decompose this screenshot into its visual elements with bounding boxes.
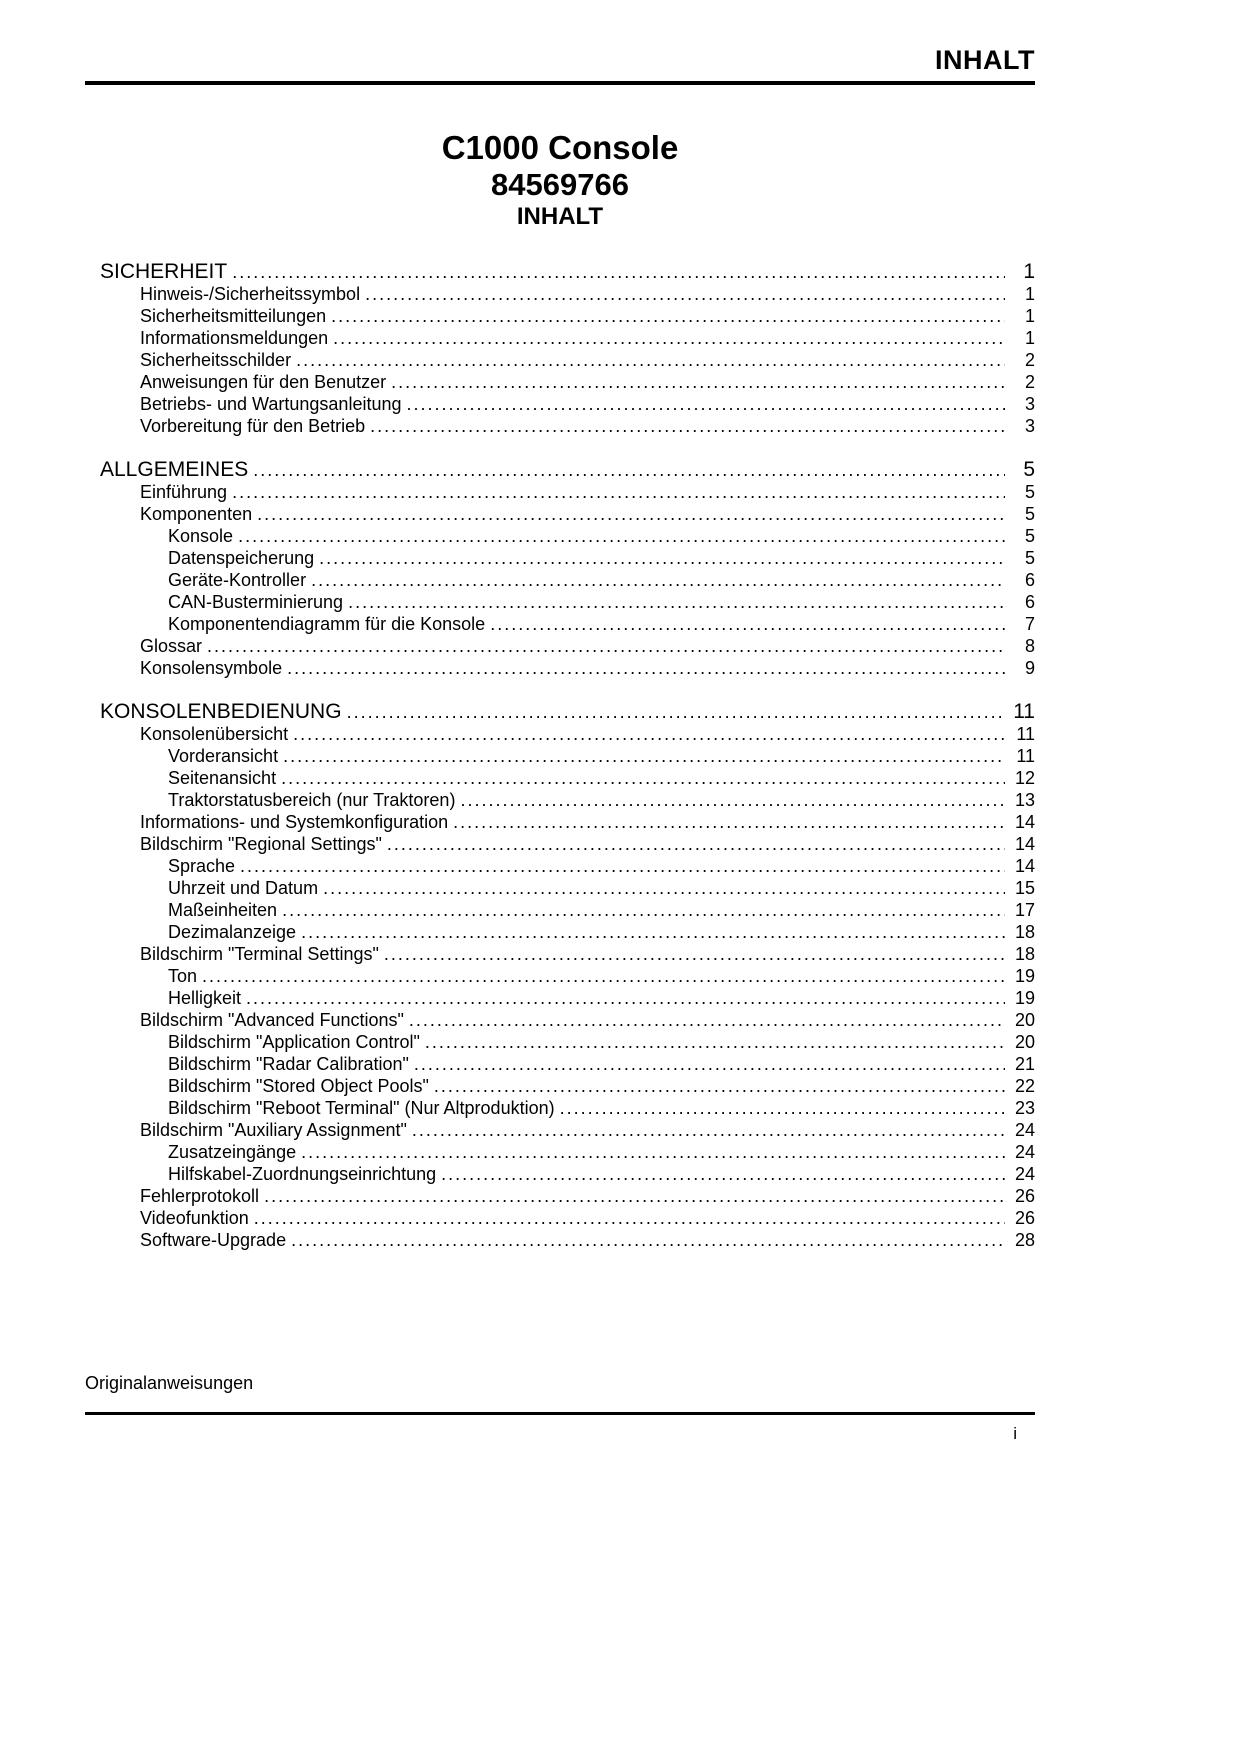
toc-entry-label: Betriebs- und Wartungsanleitung [140,394,402,414]
toc-entry-page-number: 26 [1014,1208,1035,1228]
toc-entry-page-number: 24 [1014,1142,1035,1162]
toc-entry-page-number: 11 [1016,746,1035,766]
toc-heading: INHALT [516,203,604,230]
toc-entry-label: Videofunktion [140,1208,249,1228]
toc-dot-leader [207,635,1005,657]
toc-entry-label: Glossar [140,636,203,656]
toc-dot-leader [434,1075,1005,1097]
toc-entry-label: ALLGEMEINES [100,458,249,481]
toc-dot-leader [246,987,1005,1009]
toc-dot-leader [253,459,1005,481]
toc-dot-leader [384,943,1005,965]
toc-row [85,1009,1035,1031]
title-block [85,129,1035,231]
toc-entry-label: Komponenten [140,504,253,524]
toc-entry-label: Datenspeicherung [168,548,315,568]
toc-dot-leader [370,415,1005,437]
toc-entry-label: Zusatzeingänge [168,1142,297,1162]
toc-dot-leader [301,1141,1005,1163]
toc-dot-leader [425,1031,1005,1053]
toc-row [85,1119,1035,1141]
toc-dot-leader [254,1207,1005,1229]
toc-row [85,569,1035,591]
toc-entry-label: Konsolenübersicht [140,724,289,744]
toc-entry-page-number: 5 [1023,458,1035,481]
toc-dot-leader [257,503,1005,525]
toc-entry-label: Vorbereitung für den Betrieb [140,416,366,436]
toc-entry-page-number: 14 [1014,856,1035,876]
toc-entry-label: Seitenansicht [168,768,277,788]
toc-entry-page-number: 11 [1016,724,1035,744]
toc-dot-leader [560,1097,1005,1119]
toc-dot-leader [441,1163,1005,1185]
toc-dot-leader [460,789,1005,811]
toc-row [85,745,1035,767]
toc-row [85,701,1035,723]
toc-row [85,789,1035,811]
toc-entry-label: Bildschirm "Stored Object Pools" [168,1076,429,1096]
toc-entry-page-number: 2 [1024,350,1035,370]
toc-dot-leader [348,591,1005,613]
toc-entry-label: Uhrzeit und Datum [168,878,319,898]
toc-dot-leader [232,481,1005,503]
toc-entry-page-number: 5 [1024,526,1035,546]
header-rule [85,81,1035,85]
toc-row [85,591,1035,613]
toc-entry-label: Bildschirm "Radar Calibration" [168,1054,409,1074]
toc-entry-page-number: 15 [1014,878,1035,898]
toc-entry-label: Bildschirm "Terminal Settings" [140,944,379,964]
toc-row [85,921,1035,943]
footer-page-number: i [1013,1424,1017,1443]
toc-entry-label: Informations- und Systemkonfiguration [140,812,449,832]
toc-row [85,877,1035,899]
toc-entry-page-number: 1 [1024,306,1035,326]
toc-dot-leader [202,965,1005,987]
toc-entry-label: Helligkeit [168,988,242,1008]
toc-entry-page-number: 22 [1014,1076,1035,1096]
toc-row [85,261,1035,283]
toc-entry-label: Konsole [168,526,234,546]
toc-dot-leader [240,855,1005,877]
toc-entry-page-number: 6 [1024,570,1035,590]
toc-dot-leader [333,327,1005,349]
toc-row [85,723,1035,745]
toc-entry-label: Bildschirm "Auxiliary Assignment" [140,1120,407,1140]
toc-entry-label: Konsolensymbole [140,658,283,678]
toc-entry-page-number: 26 [1014,1186,1035,1206]
toc-entry-label: Informationsmeldungen [140,328,329,348]
toc-row [85,415,1035,437]
toc-entry-label: Bildschirm "Advanced Functions" [140,1010,404,1030]
toc-entry-page-number: 13 [1014,790,1035,810]
toc-row [85,855,1035,877]
footer-rule [85,1412,1035,1415]
part-number: 84569766 [491,167,629,202]
toc-dot-leader [347,701,1005,723]
toc-row [85,1185,1035,1207]
toc-row [85,1163,1035,1185]
toc-entry-page-number: 9 [1024,658,1035,678]
toc-entry-page-number: 3 [1024,416,1035,436]
toc-dot-leader [281,767,1005,789]
toc-entry-page-number: 11 [1013,700,1035,723]
page-content [85,0,1035,1251]
toc-entry-page-number: 1 [1023,260,1035,283]
toc-entry-page-number: 8 [1024,636,1035,656]
toc-dot-leader [453,811,1005,833]
toc-entry-page-number: 20 [1014,1010,1035,1030]
toc-entry-page-number: 21 [1014,1054,1035,1074]
toc-dot-leader [287,657,1005,679]
toc-row [85,503,1035,525]
toc-dot-leader [301,921,1005,943]
toc-row [85,1207,1035,1229]
toc-dot-leader [296,349,1005,371]
toc-row [85,965,1035,987]
toc-entry-page-number: 1 [1024,284,1035,304]
toc-row [85,811,1035,833]
toc-dot-leader [291,1229,1005,1251]
toc-dot-leader [331,305,1005,327]
toc-entry-page-number: 19 [1014,988,1035,1008]
toc-dot-leader [387,833,1005,855]
toc-entry-label: Bildschirm "Reboot Terminal" (Nur Altproduktion) [168,1098,555,1118]
toc-dot-leader [406,393,1005,415]
toc-dot-leader [238,525,1005,547]
toc-row [85,371,1035,393]
toc-row [85,481,1035,503]
toc-entry-label: Komponentendiagramm für die Konsole [168,614,486,634]
toc-entry-label: Hinweis-/Sicherheitssymbol [140,284,361,304]
toc-dot-leader [414,1053,1005,1075]
toc-row [85,635,1035,657]
toc-dot-leader [490,613,1005,635]
toc-entry-page-number: 1 [1024,328,1035,348]
toc-entry-label: Dezimalanzeige [168,922,297,942]
toc-row [85,943,1035,965]
toc-row [85,767,1035,789]
toc-row [85,459,1035,481]
footer-note: Originalanweisungen [85,1373,254,1393]
toc-entry-page-number: 20 [1014,1032,1035,1052]
toc-row [85,657,1035,679]
toc-entry-label: KONSOLENBEDIENUNG [100,700,342,723]
toc-entry-page-number: 18 [1014,944,1035,964]
document-title: C1000 Console [441,129,679,166]
toc-entry-label: Ton [168,966,198,986]
toc-entry-page-number: 24 [1014,1164,1035,1184]
toc-entry-page-number: 19 [1014,966,1035,986]
page-header [85,45,1035,85]
toc-entry-page-number: 7 [1024,614,1035,634]
toc-entry-page-number: 14 [1014,834,1035,854]
toc-entry-page-number: 24 [1014,1120,1035,1140]
toc-row [85,1075,1035,1097]
toc-row [85,987,1035,1009]
toc-entry-label: Bildschirm "Application Control" [168,1032,420,1052]
toc-row [85,305,1035,327]
toc-entry-label: Traktorstatusbereich (nur Traktoren) [168,790,456,810]
toc-entry-page-number: 12 [1014,768,1035,788]
toc-dot-leader [264,1185,1005,1207]
toc-dot-leader [319,547,1005,569]
toc-row [85,1053,1035,1075]
toc-entry-label: Sicherheitsmitteilungen [140,306,327,326]
toc-entry-label: Sicherheitsschilder [140,350,292,370]
toc-row [85,283,1035,305]
toc [85,261,1035,1251]
toc-entry-label: CAN-Busterminierung [168,592,344,612]
toc-entry-page-number: 3 [1024,394,1035,414]
toc-entry-label: Hilfskabel-Zuordnungseinrichtung [168,1164,437,1184]
toc-dot-leader [391,371,1005,393]
toc-dot-leader [365,283,1005,305]
toc-row [85,525,1035,547]
toc-entry-page-number: 28 [1014,1230,1035,1250]
toc-entry-label: Maßeinheiten [168,900,278,920]
toc-row [85,393,1035,415]
toc-row [85,547,1035,569]
toc-dot-leader [293,723,1005,745]
toc-entry-page-number: 2 [1024,372,1035,392]
toc-row [85,833,1035,855]
toc-row [85,1031,1035,1053]
toc-entry-label: Software-Upgrade [140,1230,287,1250]
toc-dot-leader [283,745,1005,767]
toc-entry-label: Sprache [168,856,236,876]
toc-entry-page-number: 17 [1014,900,1035,920]
toc-dot-leader [409,1009,1005,1031]
toc-row [85,1097,1035,1119]
toc-entry-label: Geräte-Kontroller [168,570,307,590]
toc-entry-label: Vorderansicht [168,746,279,766]
toc-row [85,349,1035,371]
toc-entry-label: Bildschirm "Regional Settings" [140,834,382,854]
toc-entry-label: Fehlerprotokoll [140,1186,260,1206]
toc-row [85,613,1035,635]
toc-row [85,327,1035,349]
toc-dot-leader [282,899,1005,921]
toc-row [85,1141,1035,1163]
toc-entry-page-number: 14 [1014,812,1035,832]
toc-entry-page-number: 23 [1014,1098,1035,1118]
toc-entry-page-number: 18 [1014,922,1035,942]
toc-row [85,899,1035,921]
page-footer [85,1372,1035,1444]
toc-entry-label: Einführung [140,482,228,502]
toc-dot-leader [311,569,1005,591]
toc-entry-page-number: 5 [1024,482,1035,502]
running-header-title: INHALT [935,45,1035,75]
toc-entry-page-number: 5 [1024,504,1035,524]
toc-entry-label: SICHERHEIT [100,260,228,283]
toc-dot-leader [232,261,1005,283]
toc-dot-leader [323,877,1005,899]
toc-entry-page-number: 5 [1024,548,1035,568]
toc-dot-leader [412,1119,1005,1141]
toc-row [85,1229,1035,1251]
toc-entry-page-number: 6 [1024,592,1035,612]
toc-entry-label: Anweisungen für den Benutzer [140,372,387,392]
